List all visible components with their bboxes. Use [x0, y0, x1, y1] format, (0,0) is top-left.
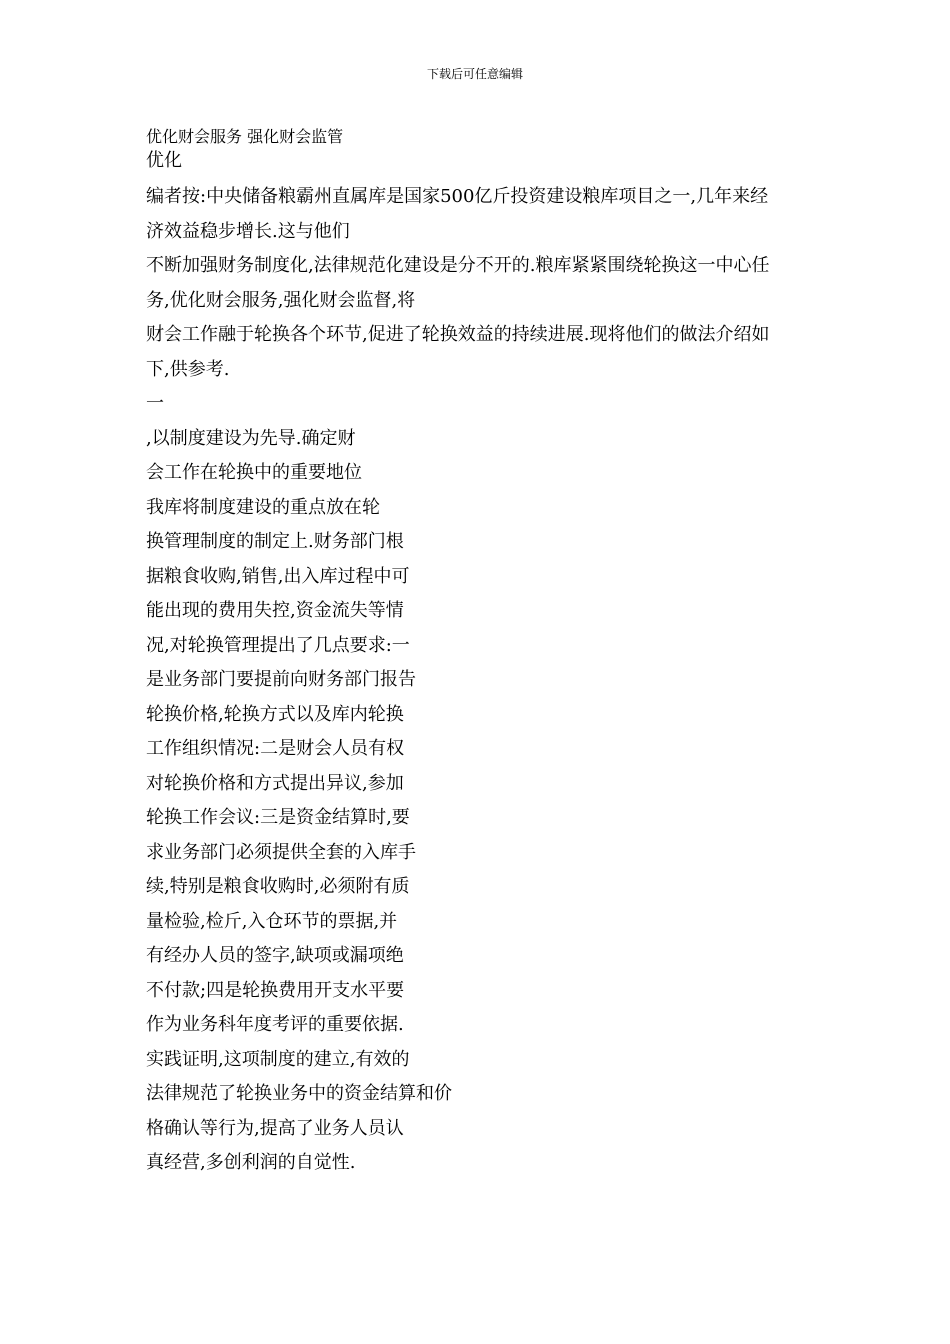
section-heading-line: 会工作在轮换中的重要地位 — [146, 462, 362, 483]
editor-note-line: 不断加强财务制度化,法律规范化建设是分不开的.粮库紧紧围绕轮换这一中心任 — [146, 255, 770, 276]
article-subtitle: 优化财会服务 强化财会监管 — [146, 127, 344, 146]
editor-note — [146, 180, 816, 387]
body-line: 轮换工作会议:三是资金结算时,要 — [146, 807, 410, 828]
body-line: 据粮食收购,销售,出入库过程中可 — [146, 565, 410, 587]
editor-note-line: 编者按:中央储备粮霸州直属库是国家500亿斤投资建设粮库项目之一,几年来经 — [146, 186, 769, 207]
editor-note-line: 务,优化财会服务,强化财会监督,将 — [146, 289, 416, 311]
body-line: 工作组织情况:二是财会人员有权 — [146, 738, 405, 759]
section-heading-line: ,以制度建设为先导.确定财 — [146, 427, 356, 449]
body-line: 我库将制度建设的重点放在轮 — [146, 496, 380, 518]
body-line: 量检验,检斤,入仓环节的票据,并 — [146, 910, 398, 932]
body-line: 法律规范了轮换业务中的资金结算和价 — [146, 1083, 452, 1104]
body-line: 能出现的费用失控,资金流失等情 — [146, 600, 404, 621]
document-page — [146, 126, 816, 1181]
body-line: 实践证明,这项制度的建立,有效的 — [146, 1048, 410, 1070]
editor-note-line: 下,供参考. — [146, 358, 230, 380]
body-line: 求业务部门必须提供全套的入库手 — [146, 841, 416, 863]
article-body — [146, 387, 816, 1181]
body-line: 轮换价格,轮换方式以及库内轮换 — [146, 703, 404, 725]
body-line: 对轮换价格和方式提出异议,参加 — [146, 772, 404, 794]
editor-note-line: 财会工作融于轮换各个环节,促进了轮换效益的持续进展.现将他们的做法介绍如 — [146, 324, 770, 345]
page-header-note: 下载后可任意编辑 — [426, 67, 523, 81]
body-line: 不付款;四是轮换费用开支水平要 — [146, 979, 405, 1001]
body-line: 续,特别是粮食收购时,必须附有质 — [146, 876, 410, 897]
body-line: 况,对轮换管理提出了几点要求:一 — [146, 634, 410, 656]
body-line: 格确认等行为,提高了业务人员认 — [146, 1117, 404, 1139]
body-line: 真经营,多创利润的自觉性. — [146, 1152, 356, 1173]
article-title: 优化 — [146, 150, 182, 171]
section-number: 一 — [146, 393, 164, 414]
editor-note-line: 济效益稳步增长.这与他们 — [146, 220, 350, 242]
body-line: 换管理制度的制定上.财务部门根 — [146, 531, 404, 552]
body-line: 作为业务科年度考评的重要依据. — [146, 1014, 404, 1035]
body-line: 有经办人员的签字,缺项或漏项绝 — [146, 945, 404, 966]
body-line: 是业务部门要提前向财务部门报告 — [146, 669, 416, 690]
